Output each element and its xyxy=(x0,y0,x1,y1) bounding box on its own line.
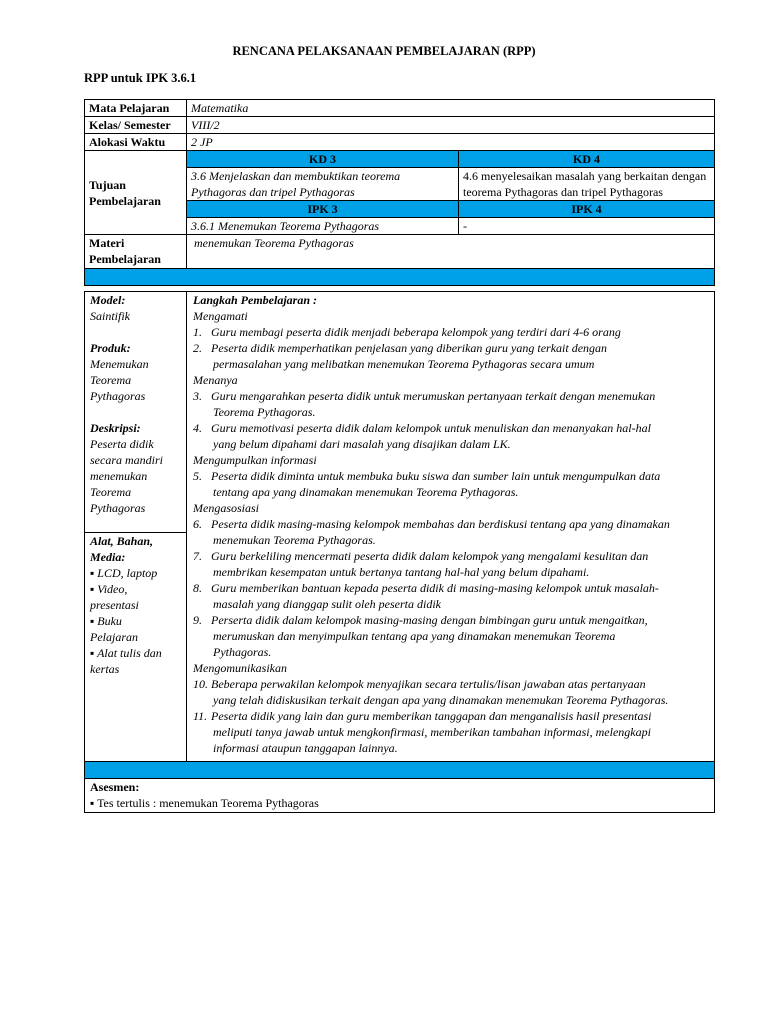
step-line: permasalahan yang melibatkan menemukan Teorema Pythagoras secara umum xyxy=(213,357,595,371)
asesmen-item-text: Tes tertulis : menemukan Teorema Pythagoras xyxy=(97,796,319,810)
alat-item-text: Video, xyxy=(97,582,128,596)
deskripsi-line: secara mandiri xyxy=(90,453,163,467)
deskripsi-label: Deskripsi: xyxy=(90,421,141,435)
left-bottom-block xyxy=(85,533,186,677)
step-line: Beberapa perwakilan kelompok menyajikan secara tertulis/lisan jawaban atas pertanyaan xyxy=(211,677,646,691)
kelas-label: Kelas/ Semester xyxy=(85,117,187,134)
asesmen-label: Asesmen: xyxy=(90,780,140,794)
rpp-activity-table xyxy=(84,291,715,813)
materi-label-line1: Materi xyxy=(89,236,125,250)
step-line: Guru membagi peserta didik menjadi beberapa kelompok yang terdiri dari 4-6 orang xyxy=(211,325,621,339)
step-line: meliputi tanya jawab untuk mengkonfirmasi, memberikan tambahan informasi, melengkapi xyxy=(213,725,651,739)
list-item xyxy=(193,420,710,452)
step-line: yang telah didiskusikan terkait dengan apa yang dinamakan menemukan Teorema Pythagoras. xyxy=(213,693,669,707)
step-line: membrikan kesempatan untuk bertanya tantang hal-hal yang belum dipahami. xyxy=(213,565,590,579)
step-number: 8. xyxy=(193,581,202,595)
waktu-label: Alokasi Waktu xyxy=(85,134,187,151)
row-activities xyxy=(85,292,715,762)
kelas-value: VIII/2 xyxy=(187,117,715,134)
step-line: Guru memotivasi peserta didik dalam kelompok untuk menuliskan dan menanyakan hal-hal xyxy=(211,421,651,435)
alat-item-text: LCD, laptop xyxy=(97,566,158,580)
step-line: tentang apa yang dinamakan menemukan Teorema Pythagoras. xyxy=(213,485,519,499)
ipk4-text: - xyxy=(459,218,715,235)
alat-item-cont: kertas xyxy=(90,662,120,676)
step-number: 7. xyxy=(193,549,202,563)
step-line: Guru memberikan bantuan kepada peserta didik di masing-masing kelompok untuk masalah- xyxy=(211,581,659,595)
alat-item-cont: Pelajaran xyxy=(90,630,138,644)
deskripsi-line: Teorema xyxy=(90,485,132,499)
step-text xyxy=(211,468,710,500)
step-line: Perserta didik dalam kelompok masing-masing dengan bimbingan guru untuk mengaitkan, xyxy=(211,613,648,627)
step-text xyxy=(211,324,710,340)
kd3-header: KD 3 xyxy=(187,151,459,168)
deskripsi-line: menemukan xyxy=(90,469,148,483)
alat-item xyxy=(90,565,182,581)
document-subtitle: RPP untuk IPK 3.6.1 xyxy=(84,71,197,85)
list-item xyxy=(193,612,710,660)
step-text xyxy=(211,580,710,612)
rpp-table xyxy=(84,99,715,286)
list-item xyxy=(193,548,710,580)
deskripsi-line: Peserta didik xyxy=(90,437,154,451)
alat-item xyxy=(90,645,182,661)
bullet-icon: ▪ xyxy=(90,566,95,580)
row-separator-2 xyxy=(85,762,715,779)
produk-line: Teorema xyxy=(90,373,132,387)
materi-label xyxy=(85,235,187,269)
alat-item-cont: presentasi xyxy=(90,598,139,612)
step-number: 1. xyxy=(193,325,202,339)
step-text xyxy=(211,420,710,452)
alat-label-line2: Media: xyxy=(90,550,126,564)
section-heading: Mengasosiasi xyxy=(193,501,259,515)
model-label: Model: xyxy=(90,293,126,307)
row-waktu xyxy=(85,134,715,151)
mapel-value: Matematika xyxy=(187,100,715,117)
bullet-icon: ▪ xyxy=(90,614,95,628)
kd4-text: 4.6 menyelesaikan masalah yang berkaitan dengan teorema Pythagoras dan tripel Pythagoras xyxy=(459,168,715,201)
step-number: 10. xyxy=(193,677,208,691)
list-item xyxy=(193,580,710,612)
ipk4-header: IPK 4 xyxy=(459,201,715,218)
step-line: merumuskan dan menyimpulkan tentang apa yang dinamakan menemukan Teorema xyxy=(213,629,616,643)
langkah-list xyxy=(193,308,710,756)
document-title: RENCANA PELAKSANAAN PEMBELAJARAN (RPP) xyxy=(232,44,536,58)
step-text xyxy=(211,516,710,548)
step-line: Guru mengarahkan peserta didik untuk merumuskan pertanyaan terkait dengan menemukan xyxy=(211,389,656,403)
step-text xyxy=(211,548,710,580)
produk-line: Pythagoras xyxy=(90,389,146,403)
produk-line: Menemukan xyxy=(90,357,149,371)
step-line: menemukan Teorema Pythagoras. xyxy=(213,533,376,547)
list-item xyxy=(193,340,710,372)
produk-label: Produk: xyxy=(90,341,131,355)
asesmen-item xyxy=(90,795,710,811)
list-item xyxy=(193,324,710,340)
row-asesmen xyxy=(85,779,715,813)
row-separator-1 xyxy=(85,269,715,286)
step-text xyxy=(211,388,710,420)
list-item xyxy=(193,676,710,708)
step-line: masalah yang dianggap sulit oleh peserta didik xyxy=(213,597,441,611)
alat-item-text: Alat tulis dan xyxy=(97,646,162,660)
kd4-header: KD 4 xyxy=(459,151,715,168)
ipk3-header: IPK 3 xyxy=(187,201,459,218)
row-materi xyxy=(85,235,715,269)
section-heading: Menanya xyxy=(193,373,238,387)
step-number: 5. xyxy=(193,469,202,483)
step-line: informasi ataupun tanggapan lainnya. xyxy=(213,741,398,755)
step-text xyxy=(211,676,710,708)
step-number: 11. xyxy=(193,709,208,723)
step-text xyxy=(211,340,710,372)
bullet-icon: ▪ xyxy=(90,646,95,660)
materi-label-line2: Pembelajaran xyxy=(89,252,161,266)
ipk3-text: 3.6.1 Menemukan Teorema Pythagoras xyxy=(187,218,459,235)
tujuan-label xyxy=(85,151,187,235)
step-line: Peserta didik yang lain dan guru memberikan tanggapan dan menganalisis hasil presentasi xyxy=(211,709,652,723)
materi-value-text: menemukan Teorema Pythagoras xyxy=(194,236,354,250)
mapel-label: Mata Pelajaran xyxy=(85,100,187,117)
list-item xyxy=(193,516,710,548)
row-kelas xyxy=(85,117,715,134)
tujuan-label-line1: Tujuan xyxy=(89,177,126,192)
step-line: Peserta didik memperhatikan penjelasan yang diberikan guru yang terkait dengan xyxy=(211,341,608,355)
blue-separator xyxy=(85,269,715,286)
step-text xyxy=(211,612,710,660)
bullet-icon: ▪ xyxy=(90,796,95,810)
list-item xyxy=(193,708,710,756)
asesmen-cell xyxy=(85,779,715,813)
alat-item xyxy=(90,613,182,629)
step-number: 2. xyxy=(193,341,202,355)
waktu-value: 2 JP xyxy=(187,134,715,151)
section-heading: Mengomunikasikan xyxy=(193,661,287,675)
deskripsi-line: Pythagoras xyxy=(90,501,146,515)
blue-separator xyxy=(85,762,715,779)
list-item xyxy=(193,468,710,500)
step-line: Guru berkeliling mencermati peserta didik dalam kelompok yang mengalami kesulitan dan xyxy=(211,549,649,563)
step-text xyxy=(211,708,710,756)
step-line: Peserta didik diminta untuk membuka buku siswa dan sumber lain untuk mengumpulkan data xyxy=(211,469,661,483)
step-line: Peserta didik masing-masing kelompok membahas dan berdiskusi tentang apa yang dinamakan xyxy=(211,517,670,531)
alat-label-line1: Alat, Bahan, xyxy=(90,534,154,548)
row-kd-header xyxy=(85,151,715,168)
langkah-header: Langkah Pembelajaran : xyxy=(193,293,318,307)
step-line: Pythagoras. xyxy=(213,645,272,659)
bullet-icon: ▪ xyxy=(90,582,95,596)
step-number: 4. xyxy=(193,421,202,435)
step-number: 9. xyxy=(193,613,202,627)
left-info-cell xyxy=(85,292,187,762)
list-item xyxy=(193,388,710,420)
step-number: 6. xyxy=(193,517,202,531)
section-heading: Mengumpulkan informasi xyxy=(193,453,317,467)
step-line: yang belum dipahami dari masalah yang disajikan dalam LK. xyxy=(213,437,511,451)
step-number: 3. xyxy=(193,389,202,403)
tujuan-label-line2: Pembelajaran xyxy=(89,193,161,208)
step-line: Teorema Pythagoras. xyxy=(213,405,316,419)
alat-item xyxy=(90,581,182,597)
langkah-cell xyxy=(187,292,715,762)
section-heading: Mengamati xyxy=(193,309,248,323)
row-mapel xyxy=(85,100,715,117)
materi-value xyxy=(187,235,715,269)
alat-item-text: Buku xyxy=(97,614,122,628)
kd3-text: 3.6 Menjelaskan dan membuktikan teorema Pythagoras dan tripel Pythagoras xyxy=(187,168,459,201)
model-value: Saintifik xyxy=(90,309,130,323)
left-top-block xyxy=(85,292,186,533)
